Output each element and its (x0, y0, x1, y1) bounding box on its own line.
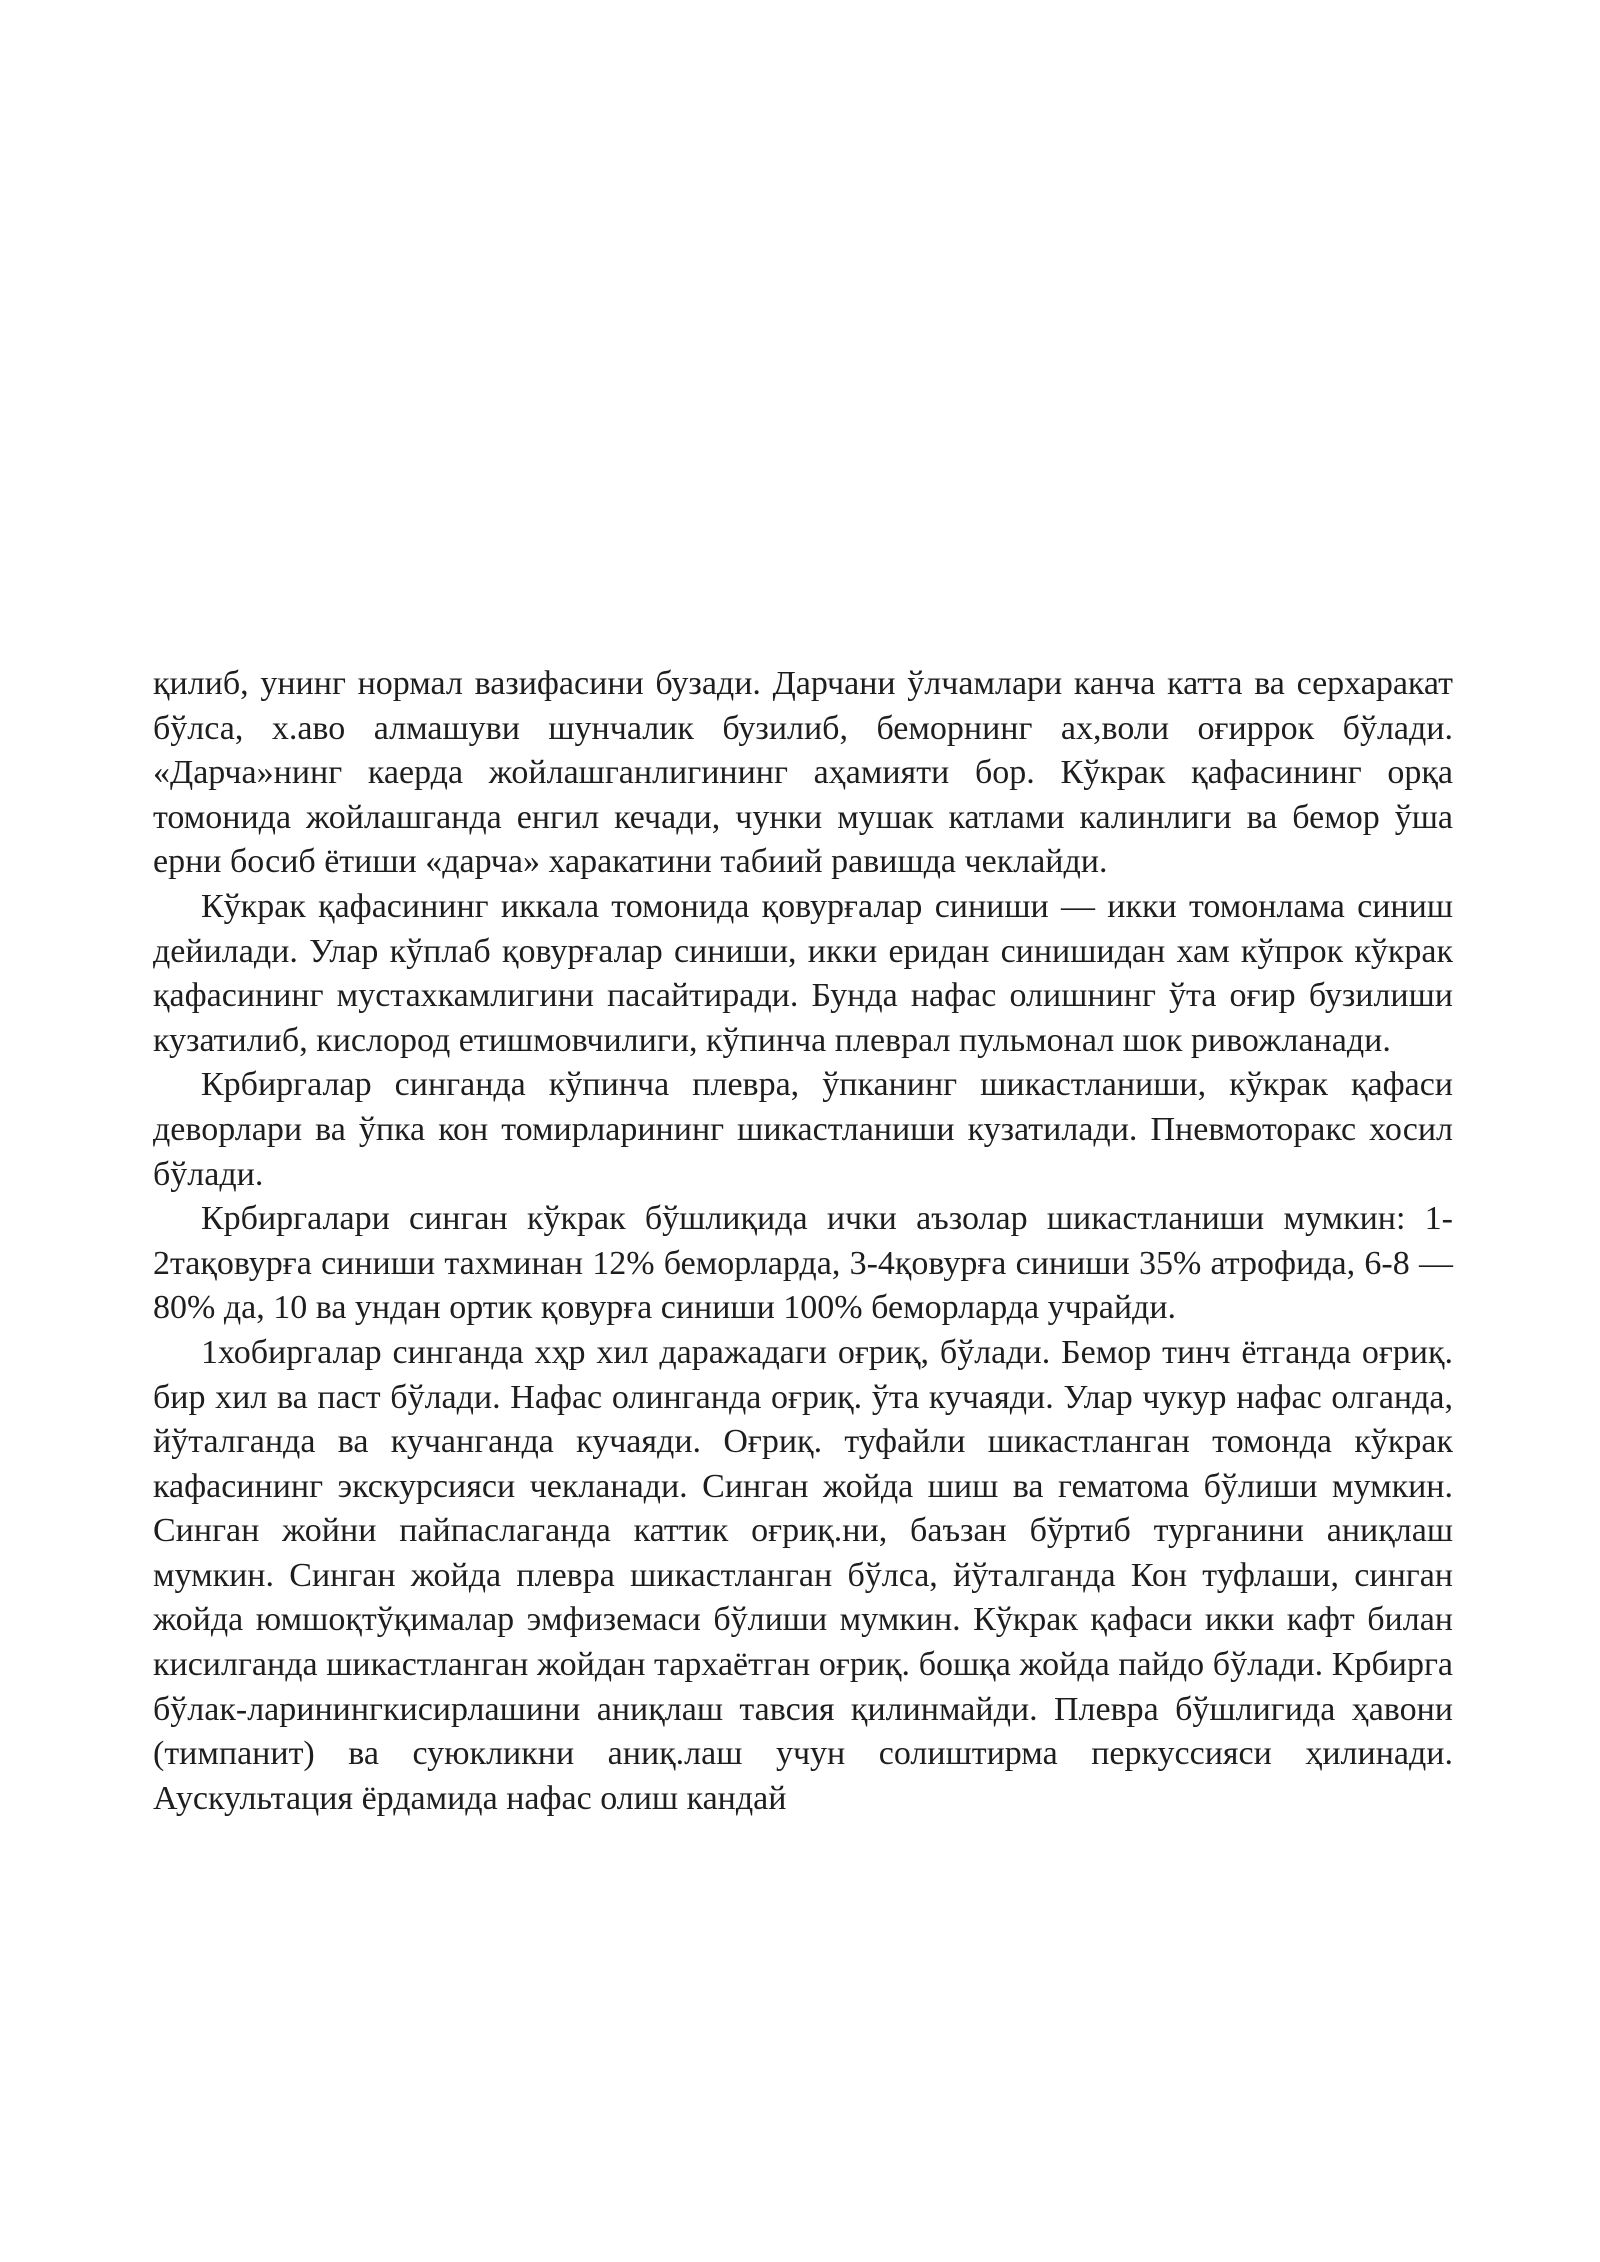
paragraph-3: Крбиргалар синганда кўпинча плевра, ўпканинг шикастланиши, кўкрак қафаси деворлари ва ўпка кон томирларининг шикастланиши кузатилади. Пневмоторакс хосил бўлади. (153, 1066, 1453, 1193)
paragraph-2: Кўкрак қафасининг иккала томонида қовурғалар синиши — икки томонлама синиш дейилади. Улар кўплаб қовурғалар синиши, икки еридан синишидан хам кўпрок кўкрак қафасининг мустахкамлигини пасайтиради. Бунда нафас олишнинг ўта оғир бузилиши кузатилиб, кислород етишмовчилиги, кўпинча плеврал пульмонал шок ривожланади. (153, 887, 1453, 1059)
body-text (153, 662, 1453, 1821)
paragraph-4: Крбиргалари синган кўкрак бўшлиқида ички аъзолар шикастланиши мумкин: 1-2тақовурға синиши тахминан 12% беморларда, 3-4қовурға синиши 35% атрофида, 6-8 — 80% да, 10 ва ундан ортик қовурға синиши 100% беморларда учрайди. (153, 1200, 1453, 1327)
paragraph-5: 1хобиргалар синганда хҳр хил даражадаги оғриқ, бўлади. Бемор тинч ётганда оғриқ. бир хил ва паст бўлади. Нафас олинганда оғриқ. ўта кучаяди. Улар чукур нафас олганда, йўталганда ва кучанганда кучаяди. Оғриқ. туфайли шикастланган томонда кўкрак кафасининг экскурсияси чекланади. Синган жойда шиш ва гематома бўлиши мумкин. Синган жойни пайпаслаганда каттик оғриқ.ни, баъзан бўртиб турганини аниқлаш мумкин. Синган жойда плевра шикастланган бўлса, йўталганда Кон туфлаши, синган жойда юмшоқтўқималар эмфиземаси бўлиши мумкин. Кўкрак қафаси икки кафт билан кисилганда шикастланган жойдан тархаётган оғриқ. бошқа жойда пайдо бўлади. Крбирга бўлак-ларинингкисирлашини аниқлаш тавсия қилинмайди. Плевра бўшлигида ҳавони (тимпанит) ва суюкликни аниқ.лаш учун солиштирма перкуссияси ҳилинади. Аускультация ёрдамида нафас олиш кандай (153, 1333, 1453, 1817)
paragraph-1: қилиб, унинг нормал вазифасини бузади. Дарчани ўлчамлари канча катта ва серхаракат бўлса, х.аво алмашуви шунчалик бузилиб, беморнинг ах,воли оғиррок бўлади. «Дарча»нинг каерда жойлашганлигининг аҳамияти бор. Кўкрак қафасининг орқа томонида жойлашганда енгил кечади, чунки мушак катлами калинлиги ва бемор ўша ерни босиб ётиши «дарча» харакатини табиий равишда чеклайди. (153, 665, 1453, 881)
